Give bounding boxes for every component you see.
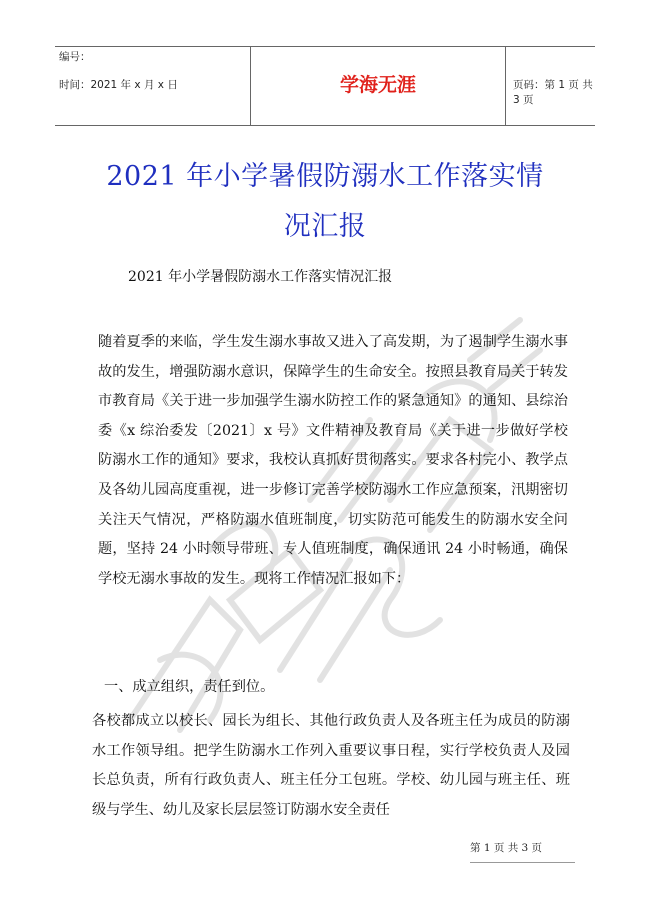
body-paragraph-1-container: [98, 328, 568, 594]
body-paragraph-2-container: [92, 707, 570, 825]
date-label: 时间：2021 年 x 月 x 日: [59, 79, 178, 91]
title-line-1: 2021 年小学暑假防溺水工作落实情: [106, 161, 544, 192]
page-header: [55, 46, 595, 126]
header-logo-cell: [250, 47, 506, 125]
body-paragraph-2: 各校都成立以校长、园长为组长、其他行政负责人及各班主任为成员的防溺水工作领导组。把学生防溺水工作列入重要议事日程，实行学校负责人及园长总负责，所有行政负责人、班主任分工包班。学校、幼儿园与班主任、班级与学生、幼儿及家长层层签订防溺水安全责任: [92, 713, 570, 818]
header-logo-text: 学海无涯: [339, 73, 416, 96]
body-paragraph-1: 随着夏季的来临，学生发生溺水事故又进入了高发期，为了遏制学生溺水事故的发生，增强防溺水意识，保障学生的生命安全。按照县教育局关于转发市教育局《关于进一步加强学生溺水防控工作的紧急通知》的通知、县综治委《x 综治委发〔2021〕x 号》文件精神及教育局《关于进一步做好学校防溺水工作的通知》要求，我校认真抓好贯彻落实。要求各村完小、教学点及各幼儿园高度重视，进一步修订完善学校防溺水工作应急预案，汛期密切关注天气情况，严格防溺水值班制度，切实防范可能发生的防溺水安全问题，坚持 24 小时领导带班、专人值班制度，确保通讯 24 小时畅通，确保学校无溺水事故的发生。现将工作情况汇报如下：: [98, 334, 568, 587]
document-subtitle: 2021 年小学暑假防溺水工作落实情况汇报: [128, 269, 393, 285]
page-footer: 第 1 页 共 3 页: [470, 842, 543, 854]
footer-divider: [470, 862, 575, 863]
title-line-2: 况汇报: [283, 211, 367, 242]
document-title: [60, 152, 590, 252]
header-page-number: 页码：第 1 页 共 3 页: [513, 79, 593, 106]
serial-number-label: 编号：: [59, 51, 91, 63]
section-1-heading: 一、成立组织，责任到位。: [104, 679, 275, 695]
header-left-cell: [59, 49, 249, 123]
